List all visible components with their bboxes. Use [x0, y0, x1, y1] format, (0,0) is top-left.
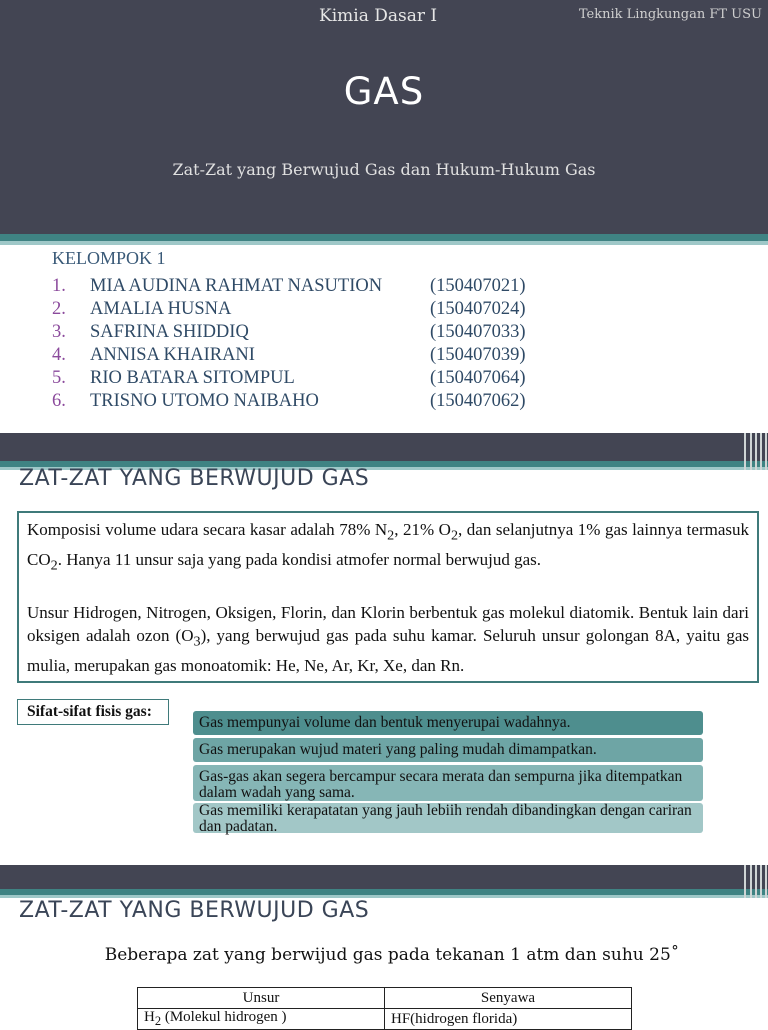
decorative-stripes [742, 865, 768, 898]
member-id: (150407064) [430, 368, 526, 388]
composition-textbox [17, 511, 759, 683]
property-item: Gas merupakan wujud materi yang paling mudah dimampatkan. [193, 738, 703, 762]
member-id: (150407062) [430, 391, 526, 411]
member-number: 4. [52, 345, 66, 365]
slide-title: ZAT-ZAT YANG BERWUJUD GAS [19, 466, 370, 491]
decorative-stripes [742, 433, 768, 470]
property-item: Gas memiliki kerapatatan yang jauh lebiih rendah dibandingkan dengan cariran dan padatan. [193, 803, 703, 833]
table-cell: HF(hidrogen florida) [385, 1009, 632, 1030]
presentation-subtitle: Zat-Zat yang Berwujud Gas dan Hukum-Hukum Gas [172, 160, 596, 179]
paragraph-diatomic-gases: Unsur Hidrogen, Nitrogen, Oksigen, Florin, dan Klorin berbentuk gas molekul diatomik. Bentuk lain dari oksigen adalah ozon $(O_3)$, yang berwujud gas pada suhu kamar. Seluruh unsur golongan 8A, yaitu gas mulia, merupakan gas monoatomik: He, Ne, Ar, Kr, Xe, dan Rn. [27, 602, 749, 676]
member-name: RIO BATARA SITOMPUL [90, 368, 295, 388]
member-number: 2. [52, 299, 66, 319]
slide-top-bar [0, 433, 768, 461]
member-number: 3. [52, 322, 66, 342]
properties-label: Sifat-sifat fisis gas: [17, 699, 169, 725]
member-name: AMALIA HUSNA [90, 299, 232, 319]
member-name: MIA AUDINA RAHMAT NASUTION [90, 276, 383, 296]
member-number: 1. [52, 276, 66, 296]
table-caption: Beberapa zat yang berwijud gas pada tekanan 1 atm dan suhu 25˚ [104, 945, 680, 965]
member-name: SAFRINA SHIDDIQ [90, 322, 249, 342]
course-name: Kimia Dasar I [319, 6, 438, 26]
accent-band [0, 234, 768, 241]
table-row [138, 1009, 632, 1030]
title-slide-header [0, 0, 768, 234]
member-id: (150407039) [430, 345, 526, 365]
presentation-title: GAS [343, 70, 425, 113]
paragraph-air-composition: Komposisi volume udara secara kasar adalah 78% $N_2$, 21% $O_2$, dan selanjutnya 1% gas lainnya termasuk $CO_2$. Hanya 11 unsur saja yang pada kondisi atmofer normal berwujud gas. [27, 520, 749, 574]
slide-title: ZAT-ZAT YANG BERWUJUD GAS [19, 898, 370, 923]
group-label: KELOMPOK 1 [52, 248, 166, 268]
table-header-row [138, 988, 632, 1009]
table-cell: $H_2$ (Molekul hidrogen ) [138, 1009, 385, 1030]
department-name: Teknik Lingkungan FT USU [578, 7, 762, 22]
property-item: Gas mempunyai volume dan bentuk menyerupai wadahnya. [193, 711, 703, 735]
member-number: 6. [52, 391, 66, 411]
member-number: 5. [52, 368, 66, 388]
member-id: (150407033) [430, 322, 526, 342]
column-header: Unsur [138, 988, 385, 1009]
member-name: TRISNO UTOMO NAIBAHO [90, 391, 319, 411]
member-id: (150407024) [430, 299, 526, 319]
member-id: (150407021) [430, 276, 526, 296]
member-name: ANNISA KHAIRANI [90, 345, 255, 365]
accent-band-light [0, 241, 768, 245]
property-item: Gas-gas akan segera bercampur secara merata dan sempurna jika ditempatkan dalam wadah yang sama. [193, 765, 703, 801]
column-header: Senyawa [385, 988, 632, 1009]
